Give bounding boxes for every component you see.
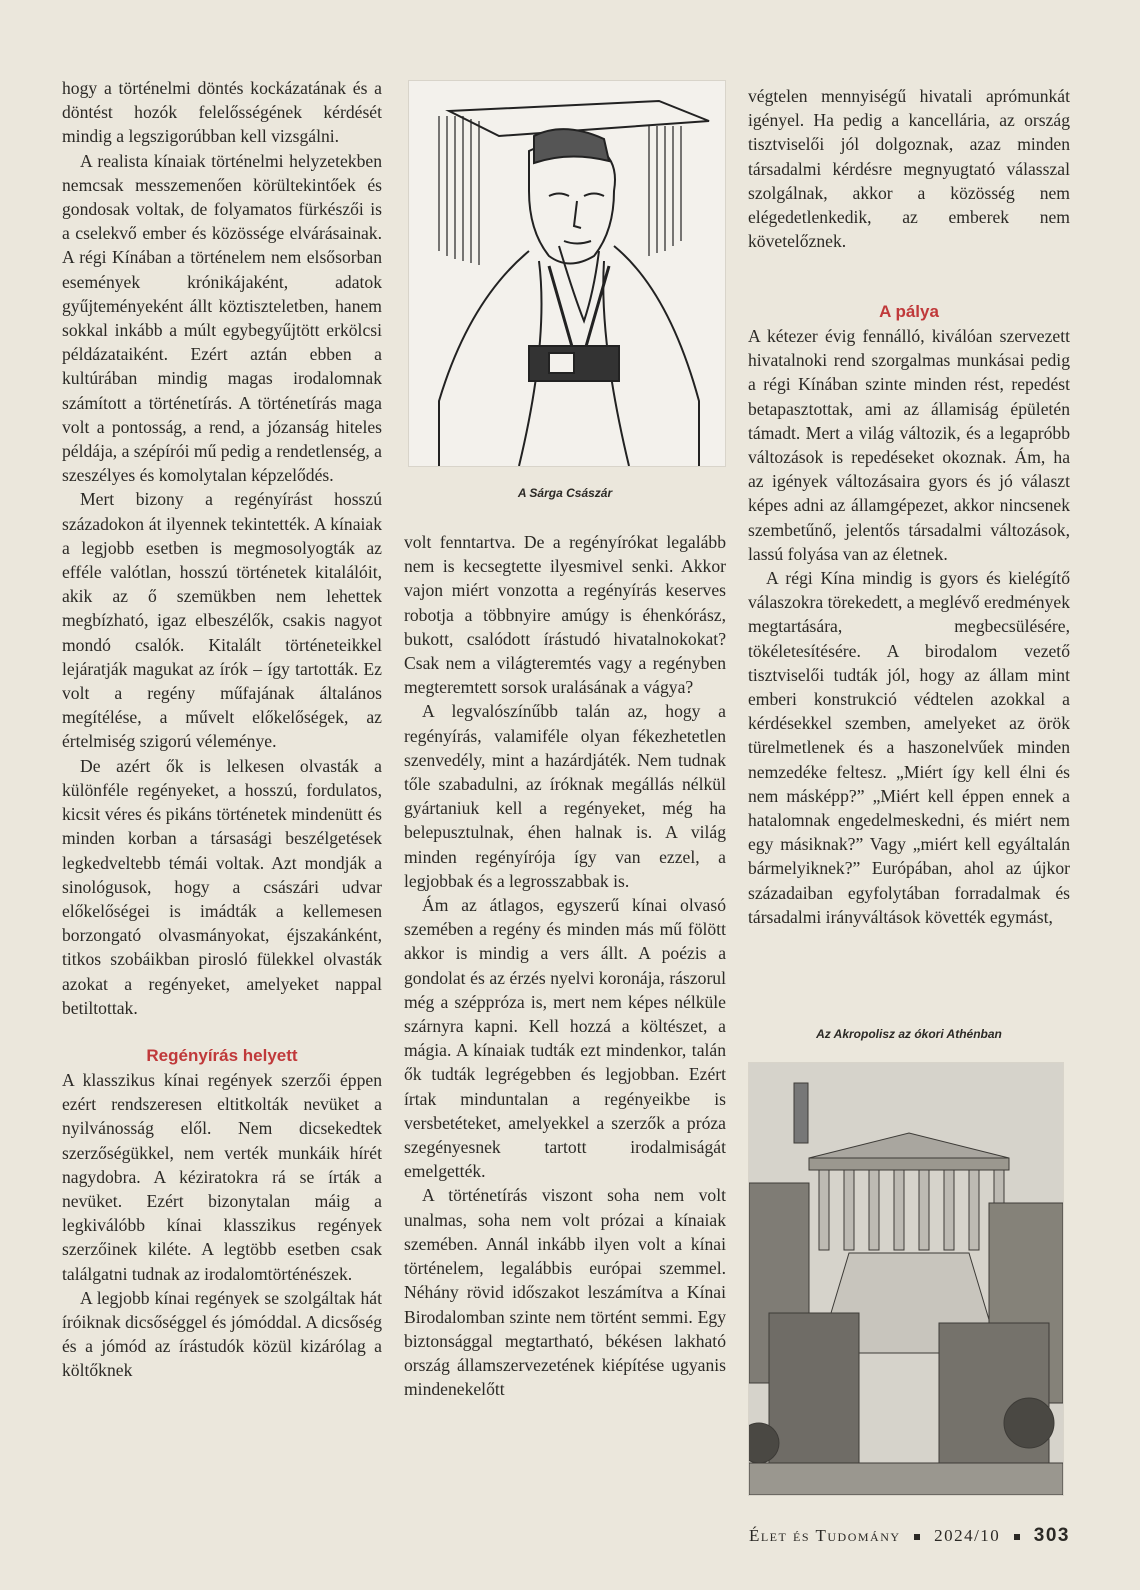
paragraph: A klasszikus kínai regények szerzői éppen ezért rendszeresen eltitkolták nevüket a nyilvánosság elől. Nem dicsekedtek szerzőségükkel, nem verték munkáik hírét nagydobra. A kéziratokra rá se írták a nevüket. Ezért bizonytalan máig a legkiválóbb kínai klasszikus regények szerzőinek kiléte. A legtöbb esetben csak találgatni tudnak az irodalomtörténészek. xyxy=(62,1069,382,1284)
paragraph: A kétezer évig fennálló, kiválóan szervezett hivatalnoki rend szorgalmas munkásai pedig a régi Kínában szinte minden rést, repedést betapasztottak, ami az államiság épületén támadt. Mert a világ változik, és a legapróbb változások is repedéseket okoznak. Ám, ha az igények változásaira gyors és jó választ képes adni az államgépezet, akkor nincsenek szembetűnő, jelentős társadalmi változások, lassú folyása van az életnek. xyxy=(748,326,1070,564)
separator-dot xyxy=(1014,1534,1020,1540)
paragraph: Ám az átlagos, egyszerű kínai olvasó szemében a regény és minden más mű fölött akkor is mindig a vers állt. A poézis a gondolat és az érzés nyelvi koronája, rászorul még a széppróza is, mert nem képes nélküle szárnyra kapni. Kell hozzá a költészet, a mágia. A kínaiak tudták ezt mindenkor, talán ők tudták legrégebben és legjobban. Ezért írtak minduntalan a regényeikbe is versbetéteket, amelyekkel a szerzők a próza szegényesnek tartott irodalmiságát emelgették. xyxy=(404,895,726,1182)
column-2 xyxy=(404,530,726,1401)
paragraph: A régi Kína mindig is gyors és kielégítő válaszokra törekedett, a meglévő eredmények megtartására, megbecsülésére, tökéletesítésére. A birodalom vezető tisztviselői tudták jól, hogy az állam mint emberi konstrukció védtelen azokkal a kérdésekkel szemben, amelyeket az örök türelmetlenek és a haszonelvűek minden nemzedéke feltesz. „Miért így kell élni és nem másképp?” „Miért kell éppen ennek a hatalomnak engedelmeskedni, és miért nem egy másiknak?” Vagy „miért kell egyáltalán bármelyiknek?” Európában, ahol az újkor századaiban egyfolytában forradalmak és társadalmi irányváltások követték egymást, xyxy=(748,568,1070,927)
column-1 xyxy=(62,76,382,1383)
separator-dot xyxy=(914,1534,920,1540)
figure-caption: Az Akropolisz az ókori Athénban xyxy=(816,1027,1002,1041)
paragraph: hogy a történelmi döntés kockázatának és a döntést hozók felelősségének kérdését mindig a legszigorúbban kell vizsgálni. xyxy=(62,78,382,147)
paragraph: A legjobb kínai regények se szolgáltak hát íróiknak dicsőséggel és jómóddal. A dicsőség és a jómód az írástudók közül kizárólag a költőknek xyxy=(62,1287,382,1381)
column-3-lower xyxy=(748,300,1070,929)
paragraph: végtelen mennyiségű hivatali aprómunkát igényel. Ha pedig a kancellária, az ország tisztviselői jól dolgoznak, azaz minden társadalmi kérdésre megnyugtató válasszal szolgálnak, akkor a közösség nem elégedetlenkedik, az emberek nem követelőznek. xyxy=(748,86,1070,252)
page-footer xyxy=(749,1525,1070,1547)
paragraph: A legvalószínűbb talán az, hogy a regényírás, valamiféle olyan fékezhetetlen szenvedély, mint a hazárdjáték. Nem tudnak tőle szabadulni, az íróknak megállás nélkül gyártaniuk kell a regényeket, még ha belepusztulnak, éhen halnak is. A világ minden regényírója így van ezzel, a legjobbak és a legrosszabbak is. xyxy=(404,701,726,891)
yellow-emperor-illustration xyxy=(408,80,726,467)
journal-name: Élet és Tudomány xyxy=(748,1526,901,1545)
paragraph: volt fenntartva. De a regényírókat legalább nem is kecsegtette ilyesmivel senki. Akkor vajon miért vonzotta a regényírás keserves robotja a többnyire amúgy is éhenkórász, bukott, csalódott írástudó hivatalnokokat? Csak nem a világteremtés vagy a regényben megteremtett sorsok uralásának a vágya? xyxy=(404,532,726,698)
section-heading: A pálya xyxy=(879,302,939,321)
paragraph: Mert bizony a regényírást hosszú századokon át ilyennek tekintették. A kínaiak a legjobb esetben is megmosolyogták az efféle valótlan, hosszú történetek kitalálóit, akik az ő szemükben nem lehettek megbízható, igaz elbeszélők, csakis nagyot mondó csalók. Kitalált történeteikkel lejáratják magukat az írók – így tartották. Ez volt a regény műfajának általános megítélése, a művelt előkelőségek, az értelmiség szigorú véleménye. xyxy=(62,489,382,752)
paragraph: De azért ők is lelkesen olvasták a különféle regényeket, a hosszú, fordulatos, kicsit véres és pikáns történetek mindenütt és minden korban a társasági beszélgetések legkedveltebb témái voltak. Azt mondják a sinológusok, hogy a császári udvar előkelőségei is imádták a kellemesen borzongató olvasmányokat, éjszakánként, titkos szobáikban pirosló fülekkel olvasták azokat a regényeket, amelyeket nappal betiltottak. xyxy=(62,755,382,1018)
paragraph: A realista kínaiak történelmi helyzetekben nemcsak messzemenően körültekintőek és gondosak voltak, de folyamatos fürkészői is a cselekvő ember és közössége elvárásainak. A régi Kínában a történelem nem elsősorban események krónikájaként, adatok gyűjteményeként állt köztiszteletben, hanem sokkal inkább a múlt egybegyűjtött erkölcsi példázataiként. Ezért aztán ebben a kultúrában mindig magas irodalomnak számított a történetírás. A történetírás maga volt a pontosság, a rend, a józanság hiteles példája, a szépírói mű pedig a rendetlenség, a szeszélyes és komolytalan képzelődés. xyxy=(62,150,382,486)
acropolis-engraving xyxy=(748,1062,1064,1496)
figure-caption: A Sárga Császár xyxy=(517,486,613,500)
paragraph: A történetírás viszont soha nem volt unalmas, soha nem volt prózai a kínaiak szemében. Annál inkább ilyen volt a kínai történelem, legalábbis európai szemmel. Néhány rövid időszakot leszámítva a Kínai Birodalomban szinte nem történt semmi. Egy biztonsággal megtartható, békésen lakható ország államszervezetének kiépítése ugyanis mindenekelőtt xyxy=(404,1185,726,1400)
issue-number: 2024/10 xyxy=(934,1526,1001,1545)
page-number: 303 xyxy=(1033,1525,1070,1546)
section-heading: Regényírás helyett xyxy=(146,1045,298,1065)
emperor-drawing xyxy=(409,81,725,466)
column-3 xyxy=(748,84,1070,253)
acropolis-drawing xyxy=(749,1063,1063,1495)
